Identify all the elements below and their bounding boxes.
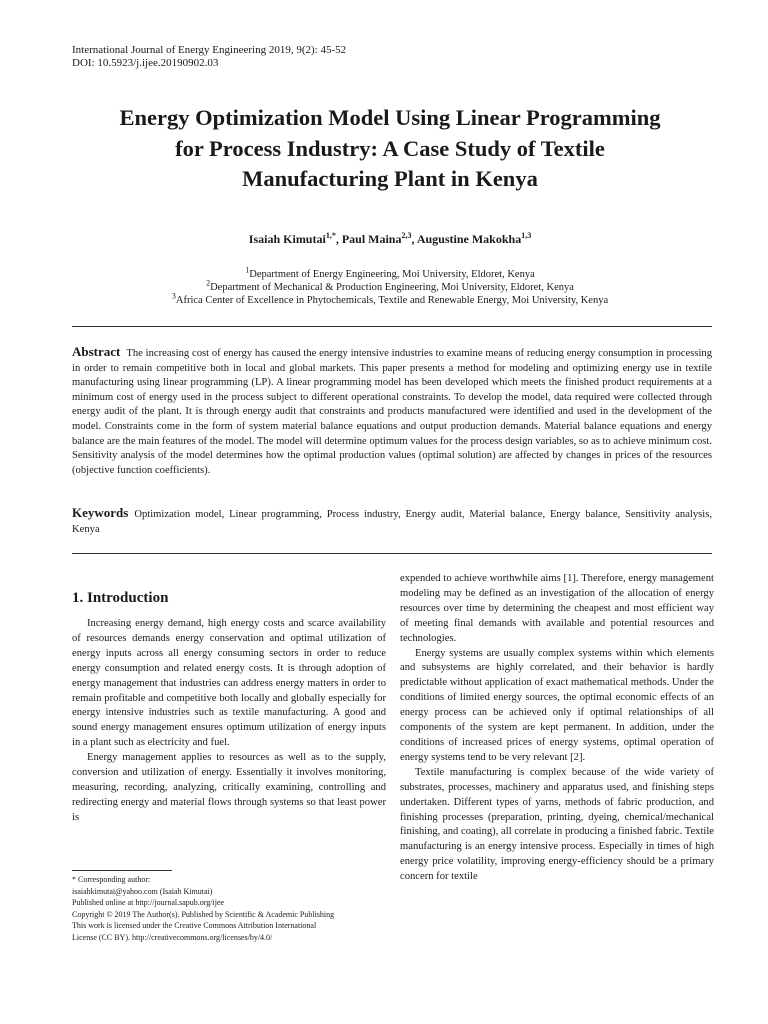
divider-top xyxy=(72,326,712,327)
keywords-text: Optimization model, Linear programming, Process industry, Energy audit, Material balance, Energy balance, Sensitivity analysis, Kenya xyxy=(72,509,712,535)
keywords-block xyxy=(72,506,712,537)
affiliation-line xyxy=(0,291,768,307)
paragraph: expended to achieve worthwhile aims [1]. Therefore, energy management modeling may be defined as an investigation of the allocation of energy resources over time by determining the cheapest and most efficient way of meeting final demands with available and potential resources and technologies. xyxy=(400,573,714,644)
paragraph: Energy systems are usually complex systems within which elements and subsystems are highly correlated, and their behavior is hardly predictable without application of exact mathematical methods. Under the conditions of limited energy sources, the optimal economic effects of an energy process can be achieved only if optimal relationships of all components of the system are kept permanent. In addition, under the conditions of increased prices of energy systems, optimal operation of energy systems tend to be very relevant [2]. xyxy=(400,647,714,763)
title-line-2: for Process Industry: A Case Study of Textile xyxy=(175,135,605,161)
author-name: Isaiah Kimutai xyxy=(248,232,326,246)
abstract-block xyxy=(72,345,712,478)
affiliation-marker: 1 xyxy=(245,265,250,275)
footnote-divider xyxy=(72,870,172,871)
abstract-label: Abstract xyxy=(72,344,121,359)
paragraph: Textile manufacturing is complex because of the wide variety of substrates, processes, machinery and apparatus used, and finishing steps undertaken. Different types of yarns, methods of fabric production, and finishing processes (preparation, printing, dyeing, chemical/mechanical finishing, and coating), all correlate in producing a finished fabric. Textile manufacturing is an energy intensive process. Especially in times of high energy price volatility, improving energy-efficiency should be a primary concern for textile xyxy=(400,766,714,883)
author-superscript: 1,* xyxy=(325,231,336,240)
affiliation-marker: 2 xyxy=(206,278,211,288)
footnote-email: isaiahkimutai@yahoo.com (Isaiah Kimutai) xyxy=(72,886,213,896)
author-name: Augustine Makokha xyxy=(416,232,522,246)
affiliation-text: Department of Mechanical & Production Engineering, Moi University, Eldoret, Kenya xyxy=(210,282,574,293)
affiliations xyxy=(0,265,768,307)
right-column xyxy=(400,572,714,885)
title-line-3: Manufacturing Plant in Kenya xyxy=(242,166,538,191)
affiliation-line xyxy=(0,278,768,294)
footnote-license-2: License (CC BY). http://creativecommons.org/licenses/by/4.0/ xyxy=(72,932,273,942)
journal-citation: International Journal of Energy Engineering 2019, 9(2): 45-52 xyxy=(72,44,347,56)
left-column xyxy=(72,617,386,826)
section-heading: 1. Introduction xyxy=(72,590,169,606)
keywords-label: Keywords xyxy=(72,505,129,520)
affiliation-text: Africa Center of Excellence in Phytochemicals, Textile and Renewable Energy, Moi University, Kenya xyxy=(175,295,609,306)
title-line-1: Energy Optimization Model Using Linear Programming xyxy=(119,105,661,130)
journal-doi: DOI: 10.5923/j.ijee.20190902.03 xyxy=(72,57,219,69)
author-separator: , xyxy=(411,232,417,246)
author-superscript: 1,3 xyxy=(521,231,532,240)
affiliation-line xyxy=(0,265,768,281)
paragraph: Increasing energy demand, high energy costs and scarce availability of resources demands energy conservation and optimal utilization of energy inputs across all energy consuming sectors in order to reduce energy consumption and related energy costs. It is through adoption of energy management that industries can address energy matters in order to remain profitable and competitive both locally and globally especially for energy intensive industries such as textile manufacturing. A good and sound energy management ensures optimum utilization of energy inputs in a plant such as electricity and fuel. xyxy=(72,618,386,749)
abstract-text: The increasing cost of energy has caused the energy intensive industries to examine means of reducing energy consumption in processing in order to remain competitive both in local and global markets. This paper presents a method for modeling and optimizing energy use in textile manufacturing using linear programming (LP). A linear programming model has been developed which meets the finished product requirements at a minimum cost of energy used in the process subject to different operational constraints. To develop the model, data required were collected through energy audit of the plant. It is through energy audit that constraints and products manufactured were identified and used in the development of the model. Constraints come in the form of system material balance equations and output production demands. Material balance equations and energy balance are the main features of the model. The model will determine optimum values for the process design variables, so as to achieve minimum cost. Sensitivity analysis of the model determines how the optimal production values (optimal solution) are affected by changes in prices of the resources (objective function coefficients). xyxy=(72,348,712,476)
divider-bottom xyxy=(72,553,712,554)
affiliation-marker: 3 xyxy=(171,291,176,301)
paragraph: Energy management applies to resources as well as to the supply, conversion and utilization of energy. Essentially it involves monitoring, measuring, recording, analyzing, critically examining, controlling and redirecting energy and material flows through systems so that least power is xyxy=(72,752,386,823)
footnote-published: Published online at http://journal.sapub.org/ijee xyxy=(72,898,225,907)
footnote xyxy=(72,874,392,943)
footnote-copyright: Copyright © 2019 The Author(s). Published by Scientific & Academic Publishing xyxy=(72,909,335,919)
footnote-license-1: This work is licensed under the Creative Commons Attribution International xyxy=(72,921,317,930)
author-list xyxy=(0,232,768,247)
author-separator: , xyxy=(335,232,342,246)
paper-title xyxy=(60,104,720,196)
affiliation-text: Department of Energy Engineering, Moi University, Eldoret, Kenya xyxy=(249,269,535,280)
author-name: Paul Maina xyxy=(341,232,402,246)
author-superscript: 2,3 xyxy=(401,231,412,240)
footnote-corresponding: * Corresponding author: xyxy=(72,875,151,884)
journal-header xyxy=(72,44,346,70)
